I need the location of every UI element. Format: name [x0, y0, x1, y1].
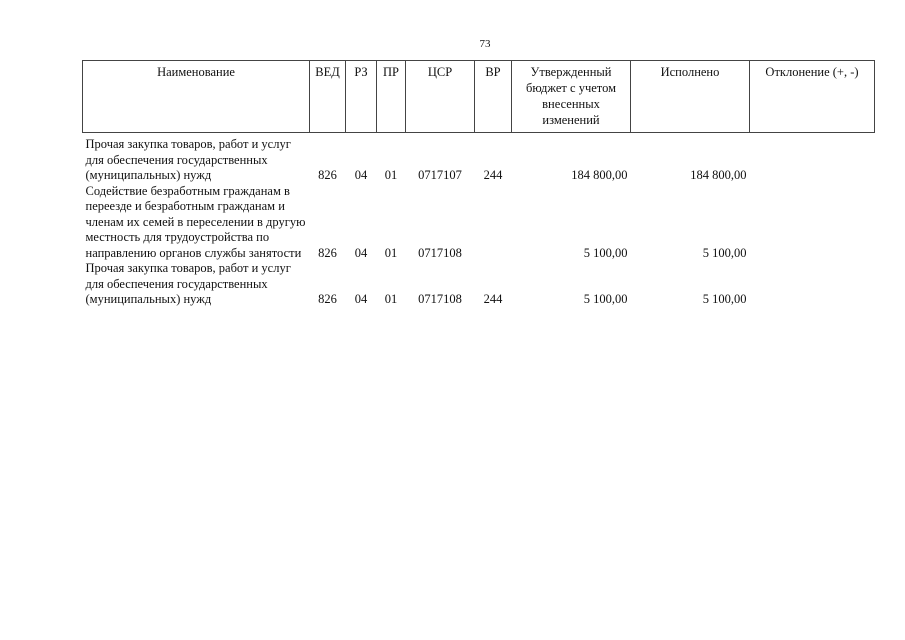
- header-ved: ВЕД: [310, 61, 346, 133]
- row-rz: 04: [354, 245, 368, 260]
- row-approved: 184 800,00: [571, 168, 628, 182]
- table-row: [83, 184, 875, 262]
- row-vr: [475, 184, 512, 262]
- row-deviation: [750, 184, 875, 262]
- row-rz: 04: [354, 168, 368, 182]
- row-ved: 826: [318, 292, 337, 306]
- budget-table: [82, 60, 875, 308]
- header-vr: ВР: [475, 61, 512, 133]
- header-name: Наименование: [83, 61, 310, 133]
- row-pr: 01: [384, 245, 398, 260]
- row-executed: 184 800,00: [690, 168, 747, 182]
- row-executed: 5 100,00: [702, 292, 747, 306]
- row-deviation: [750, 261, 875, 308]
- row-vr: 244: [483, 168, 503, 182]
- row-rz: 04: [354, 292, 368, 306]
- row-ved: 826: [318, 245, 337, 260]
- row-csr: 0717108: [418, 245, 462, 260]
- row-pr: 01: [384, 168, 398, 182]
- row-executed: 5 100,00: [702, 245, 747, 260]
- header-executed: Исполнено: [631, 61, 750, 133]
- row-ved: 826: [318, 168, 337, 182]
- header-pr: ПР: [377, 61, 406, 133]
- row-approved: 5 100,00: [583, 245, 628, 260]
- header-csr: ЦСР: [406, 61, 475, 133]
- header-deviation: Отклонение (+, -): [750, 61, 875, 133]
- row-name: Прочая закупка товаров, работ и услуг для обеспечения государственных (муниципальных) нужд: [85, 261, 291, 306]
- row-name: Прочая закупка товаров, работ и услуг для обеспечения государственных (муниципальных) нужд: [85, 137, 291, 182]
- row-deviation: [750, 133, 875, 184]
- row-pr: 01: [384, 292, 398, 306]
- table-header-row: [83, 61, 875, 133]
- row-csr: 0717107: [418, 168, 462, 182]
- page-number: 73: [479, 38, 491, 50]
- row-name: Содействие безработным гражданам в переезде и безработным гражданам и членам их семей в переселении в другую местность для трудоустройства по направлению органов службы занятости: [85, 183, 306, 260]
- header-approved: Утвержденный бюджет с учетом внесенных изменений: [512, 61, 631, 133]
- row-csr: 0717108: [418, 292, 462, 306]
- row-approved: 5 100,00: [583, 292, 628, 306]
- header-rz: РЗ: [346, 61, 377, 133]
- table-row: [83, 261, 875, 308]
- table-row: [83, 133, 875, 184]
- row-vr: 244: [483, 292, 503, 306]
